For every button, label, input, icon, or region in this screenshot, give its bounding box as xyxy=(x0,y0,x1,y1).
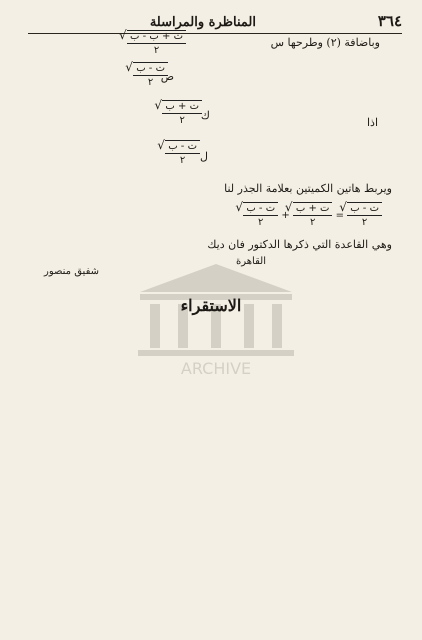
formula-1: √ $\frac{\text{ت + ب - ب}}{٢}$ xyxy=(127,30,186,56)
signature-place: القاهرة xyxy=(236,256,266,267)
label-k: ك xyxy=(200,109,210,122)
page-header xyxy=(28,10,402,34)
formula-2: √ $\frac{\text{ت - ب}}{٢}$ xyxy=(133,62,168,88)
watermark-text: ARCHIVE xyxy=(180,359,252,378)
formula-3: √ $\frac{\text{ت + ب}}{٢}$ xyxy=(162,100,202,126)
signature-name: شفيق منصور xyxy=(44,266,100,277)
section-title: الاستقراء xyxy=(180,296,242,315)
page-number: ٣٦٤ xyxy=(377,12,402,30)
label-if: اذا xyxy=(366,116,378,129)
formula-4: √ $\frac{\text{ت - ب}}{٢}$ xyxy=(165,140,200,166)
archive-logo-icon xyxy=(128,258,304,378)
formula-intro: وباضافة (٢) وطرحها س xyxy=(270,36,380,49)
final-equation: √ $\frac{\text{ت - ب}}{٢}$ + √ $\frac{\text{ت + ب}}{٢}$ = √ $\frac{\text{ت - ب}}{٢}$ xyxy=(243,202,382,228)
running-title: المناظرة والمراسلة xyxy=(149,15,256,30)
archive-watermark xyxy=(128,258,304,378)
label-y: ص xyxy=(160,70,174,83)
combine-sentence: ويربط هاتين الكميتين بعلامة الجذر لنا xyxy=(224,182,392,195)
label-l: ل xyxy=(200,150,208,163)
closing-line: وهي القاعدة التي ذكرها الدكتور فان ديك xyxy=(207,238,392,251)
